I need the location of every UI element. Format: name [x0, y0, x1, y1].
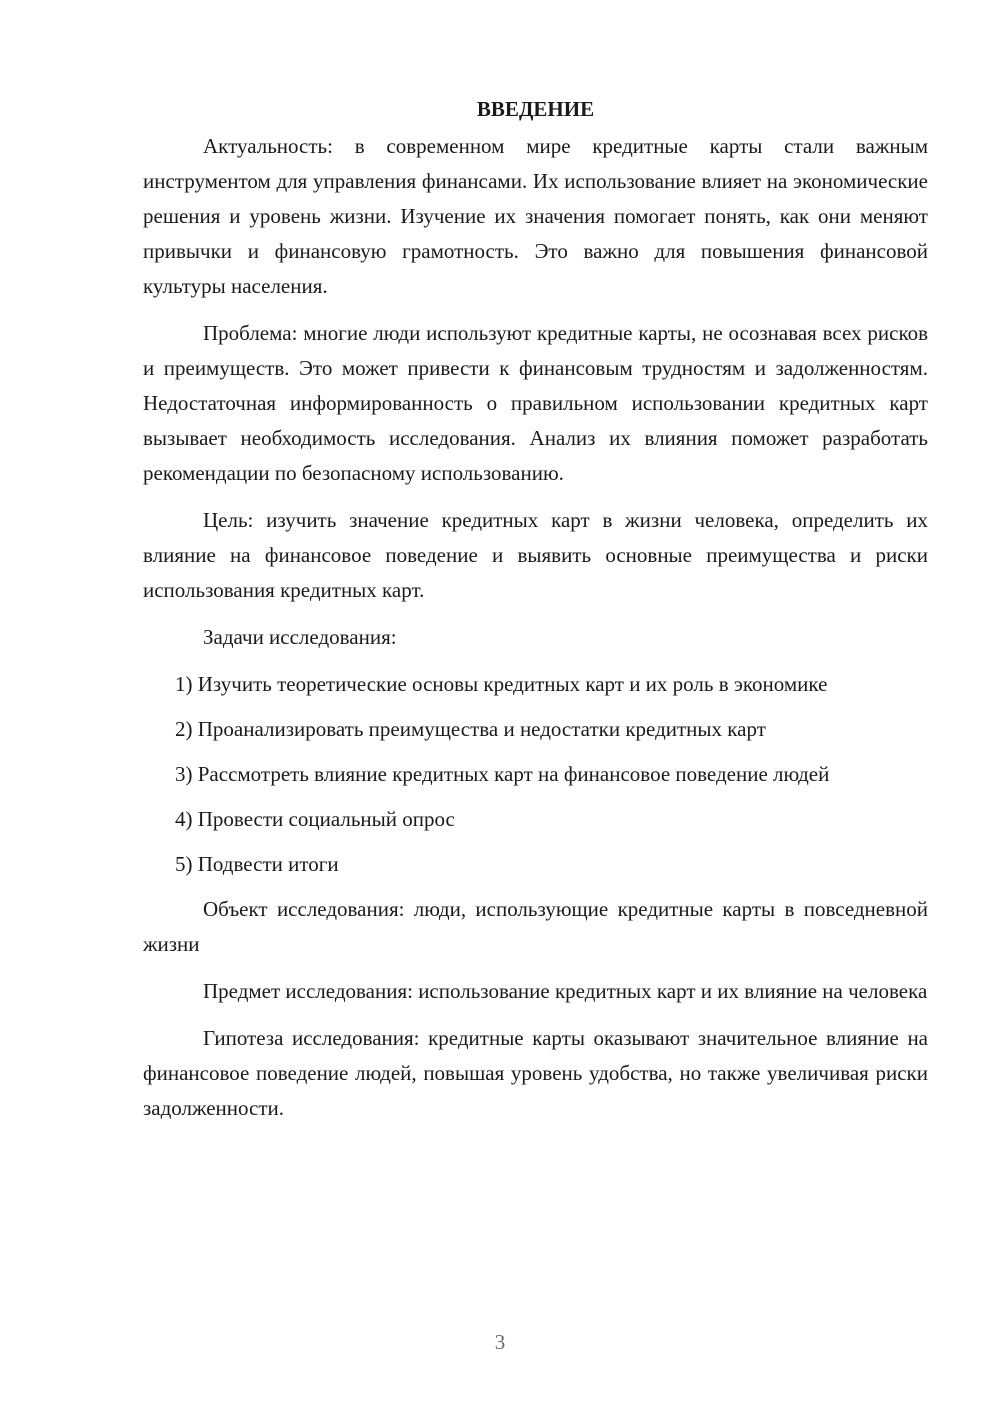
- task-item-2: 2) Проанализировать преимущества и недостатки кредитных карт: [175, 717, 766, 741]
- page-title: ВВЕДЕНИЕ: [476, 97, 595, 121]
- relevance-paragraph: Актуальность: в современном мире кредитные карты стали важным инструментом для управления финансами. Их использование влияет на экономические решения и уровень жизни. Изучение их значения помогает понять, как они меняют привычки и финансовую грамотность. Это важно для повышения финансовой культуры населения.: [143, 134, 928, 298]
- problem-paragraph: Проблема: многие люди используют кредитные карты, не осознавая всех рисков и преимуществ. Это может привести к финансовым трудностям и задолженностям. Недостаточная информированность о правильном использовании кредитных карт вызывает необходимость исследования. Анализ их влияния поможет разработать рекомендации по безопасному использованию.: [143, 321, 928, 485]
- task-item-5: 5) Подвести итоги: [175, 852, 339, 876]
- page-number: 3: [494, 1330, 506, 1354]
- goal-paragraph: Цель: изучить значение кредитных карт в жизни человека, определить их влияние на финансовое поведение и выявить основные преимущества и риски использования кредитных карт.: [143, 508, 928, 602]
- task-item-3: 3) Рассмотреть влияние кредитных карт на финансовое поведение людей: [175, 762, 830, 786]
- subject-paragraph: Предмет исследования: использование кредитных карт и их влияние на человека: [203, 979, 928, 1003]
- document-page: [143, 92, 928, 1138]
- object-paragraph: Объект исследования: люди, использующие кредитные карты в повседневной жизни: [143, 897, 928, 956]
- task-item-1: 1) Изучить теоретические основы кредитных карт и их роль в экономике: [175, 672, 828, 696]
- tasks-heading: Задачи исследования:: [203, 625, 397, 649]
- task-item-4: 4) Провести социальный опрос: [175, 807, 455, 831]
- hypothesis-paragraph: Гипотеза исследования: кредитные карты оказывают значительное влияние на финансовое поведение людей, повышая уровень удобства, но также увеличивая риски задолженности.: [143, 1026, 928, 1120]
